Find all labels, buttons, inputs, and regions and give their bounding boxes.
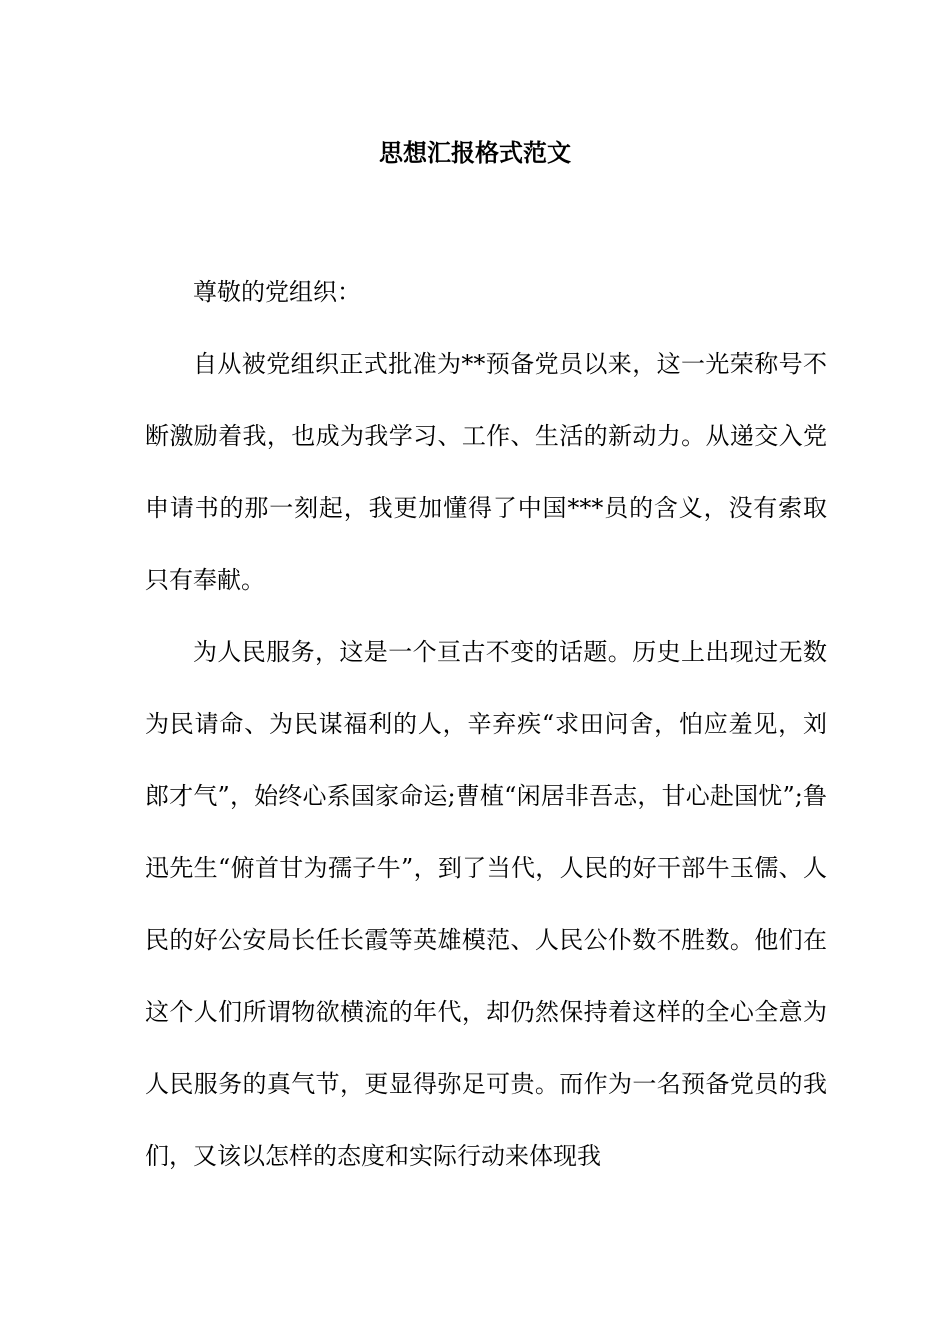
document-body: [145, 256, 827, 1192]
document-title: 思想汇报格式范文: [379, 138, 571, 167]
salutation: 尊敬的党组织：: [193, 278, 361, 306]
paragraph-2: 为人民服务，这是一个亘古不变的话题。历史上出现过无数为民请命、为民谋福利的人，辛弃疾“求田问舍，怕应羞见，刘郎才气”，始终心系国家命运;曹植“闲居非吾志，甘心赴国忧”;鲁迅先生“俯首甘为孺子牛”，到了当代，人民的好干部牛玉儒、人民的好公安局长任长霞等英雄模范、人民公仆数不胜数。他们在这个人们所谓物欲横流的年代，却仍然保持着这样的全心全意为人民服务的真气节，更显得弥足可贵。而作为一名预备党员的我们，又该以怎样的态度和实际行动来体现我: [145, 638, 827, 1170]
paragraph-1: 自从被党组织正式批准为**预备党员以来，这一光荣称号不断激励着我，也成为我学习、工作、生活的新动力。从递交入党申请书的那一刻起，我更加懂得了中国***员的含义，没有索取只有奉献。: [145, 350, 827, 594]
